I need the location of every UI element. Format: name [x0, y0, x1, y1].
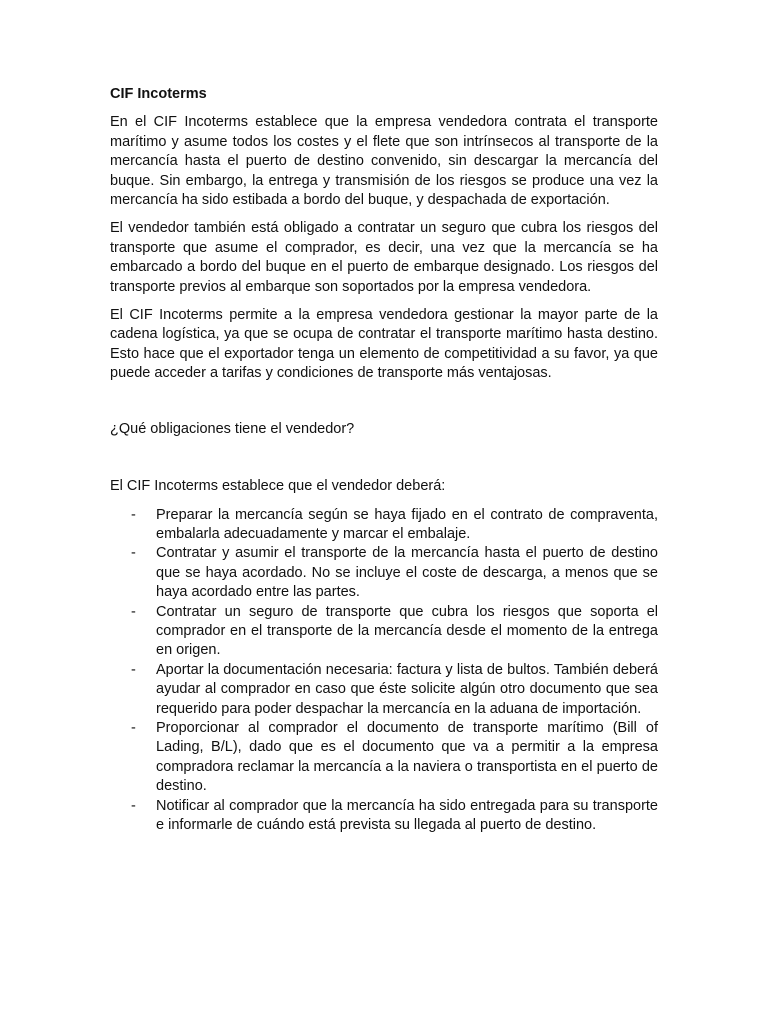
bullet-dash: -	[131, 719, 136, 736]
bullet-dash: -	[131, 506, 136, 523]
list-item-text: Aportar la documentación necesaria: factura y lista de bultos. También deberá ayudar al comprador en caso que éste solicite algún otro documento que sea requerido para poder despachar la mercancía en la aduana de importación.	[156, 661, 658, 717]
list-item-text: Notificar al comprador que la mercancía ha sido entregada para su transporte e informarle de cuándo está prevista su llegada al puerto de destino.	[156, 797, 658, 833]
list-item-text: Proporcionar al comprador el documento de transporte marítimo (Bill of Lading, B/L), dado que es el documento que va a permitir a la empresa compradora reclamar la mercancía a la naviera o transportista en el puerto de destino.	[156, 719, 658, 795]
paragraph-definition: En el CIF Incoterms establece que la empresa vendedora contrata el transporte marítimo y asume todos los costes y el flete que son intrínsecos al transporte de la mercancía hasta el puerto de destino convenido, sin descargar la mercancía del buque. Sin embargo, la entrega y transmisión de los riesgos se produce una vez la mercancía ha sido estibada a bordo del buque, y despachada de exportación.	[110, 114, 658, 209]
list-item	[110, 506, 658, 545]
list-item-text: Preparar la mercancía según se haya fijado en el contrato de compraventa, embalarla adecuadamente y marcar el embalaje.	[156, 506, 658, 542]
bullet-dash: -	[131, 603, 136, 620]
section-question: ¿Qué obligaciones tiene el vendedor?	[110, 420, 355, 437]
list-item	[110, 603, 658, 661]
document-page	[110, 85, 658, 835]
obligations-intro: El CIF Incoterms establece que el vendedor deberá:	[110, 478, 446, 495]
obligations-list	[110, 506, 658, 836]
list-item	[110, 661, 658, 719]
paragraph-logistics: El CIF Incoterms permite a la empresa vendedora gestionar la mayor parte de la cadena logística, ya que se ocupa de contratar el transporte marítimo hasta destino. Esto hace que el exportador tenga un elemento de competitividad a su favor, ya que puede acceder a tarifas y condiciones de transporte más ventajosas.	[110, 307, 658, 382]
list-item	[110, 544, 658, 602]
paragraph-insurance: El vendedor también está obligado a contratar un seguro que cubra los riesgos del transporte que asume el comprador, es decir, una vez que la mercancía se ha embarcado a bordo del buque en el puerto de embarque designado. Los riesgos del transporte previos al embarque son soportados por la empresa vendedora.	[110, 220, 658, 295]
list-item-text: Contratar un seguro de transporte que cubra los riesgos que soporta el comprador en el transporte de la mercancía desde el momento de la entrega en origen.	[156, 603, 658, 659]
bullet-dash: -	[131, 661, 136, 678]
list-item	[110, 719, 658, 797]
document-title: CIF Incoterms	[110, 86, 207, 102]
bullet-dash: -	[131, 797, 136, 814]
list-item	[110, 797, 658, 836]
bullet-dash: -	[131, 545, 136, 562]
list-item-text: Contratar y asumir el transporte de la mercancía hasta el puerto de destino que se haya acordado. No se incluye el coste de descarga, a menos que se haya acordado entre las partes.	[156, 545, 658, 601]
